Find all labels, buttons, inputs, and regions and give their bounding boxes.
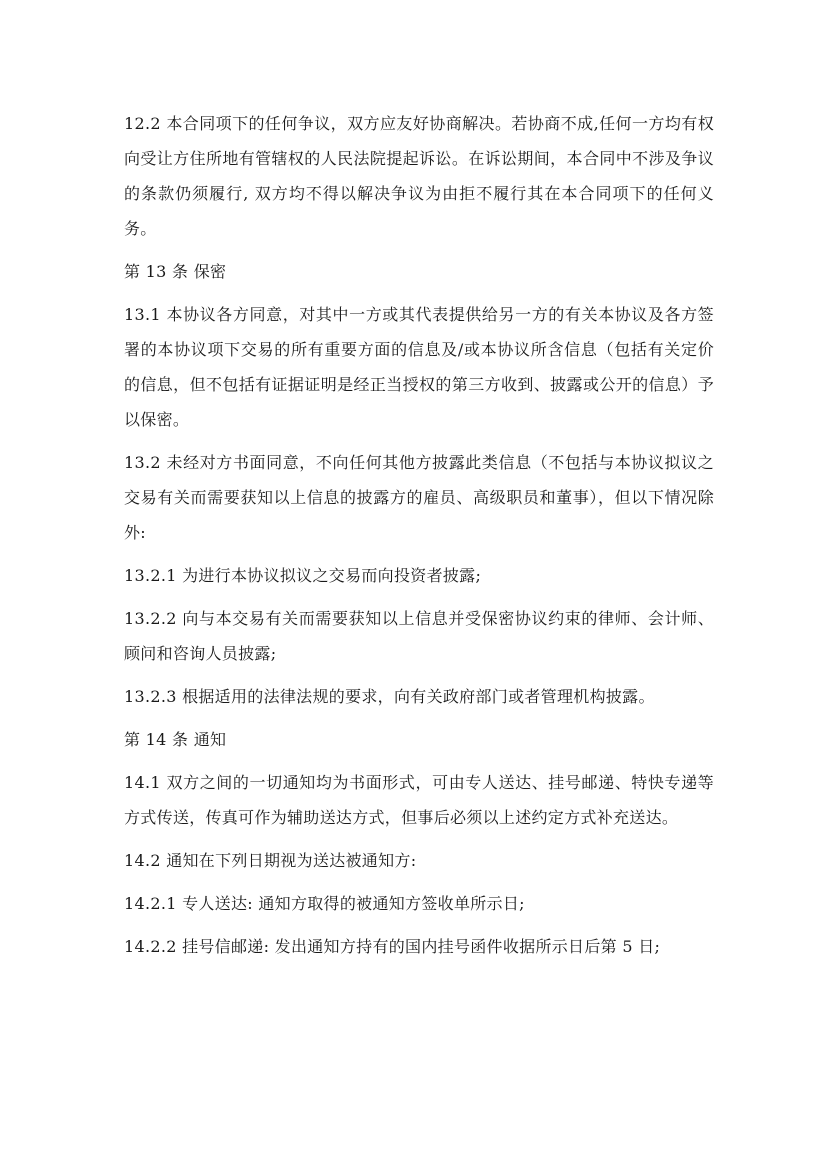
clause-13-1: 13.1 本协议各方同意，对其中一方或其代表提供给另一方的有关本协议及各方签署的本协议项下交易的所有重要方面的信息及/或本协议所含信息（包括有关定价的信息，但不包括有证据证明是经正当授权的第三方收到、披露或公开的信息）予以保密。: [124, 305, 714, 429]
clause-13-2-1: 13.2.1 为进行本协议拟议之交易而向投资者披露;: [124, 566, 482, 585]
clause-14-2-1: 14.2.1 专人送达: 通知方取得的被通知方签收单所示日;: [124, 894, 525, 913]
article-14-heading: 第 14 条 通知: [124, 730, 227, 749]
document-body: [124, 106, 714, 972]
clause-13-2: 13.2 未经对方书面同意，不向任何其他方披露此类信息（不包括与本协议拟议之交易有关而需要获知以上信息的披露方的雇员、高级职员和董事），但以下情况除外:: [124, 453, 714, 542]
article-13-heading: 第 13 条 保密: [124, 262, 227, 281]
clause-13-2-2: 13.2.2 向与本交易有关而需要获知以上信息并受保密协议约束的律师、会计师、顾问和咨询人员披露;: [124, 609, 714, 663]
clause-14-2-2: 14.2.2 挂号信邮递: 发出通知方持有的国内挂号函件收据所示日后第 5 日;: [124, 937, 661, 956]
clause-14-2: 14.2 通知在下列日期视为送达被通知方:: [124, 851, 417, 870]
clause-12-2: 12.2 本合同项下的任何争议，双方应友好协商解决。若协商不成,任何一方均有权向受让方住所地有管辖权的人民法院提起诉讼。在诉讼期间，本合同中不涉及争议的条款仍须履行, 双方均不得以解决争议为由拒不履行其在本合同项下的任何义务。: [124, 114, 714, 238]
clause-14-1: 14.1 双方之间的一切通知均为书面形式，可由专人送达、挂号邮递、特快专递等方式传送，传真可作为辅助送达方式，但事后必须以上述约定方式补充送达。: [124, 773, 714, 827]
clause-13-2-3: 13.2.3 根据适用的法律法规的要求，向有关政府部门或者管理机构披露。: [124, 687, 655, 706]
